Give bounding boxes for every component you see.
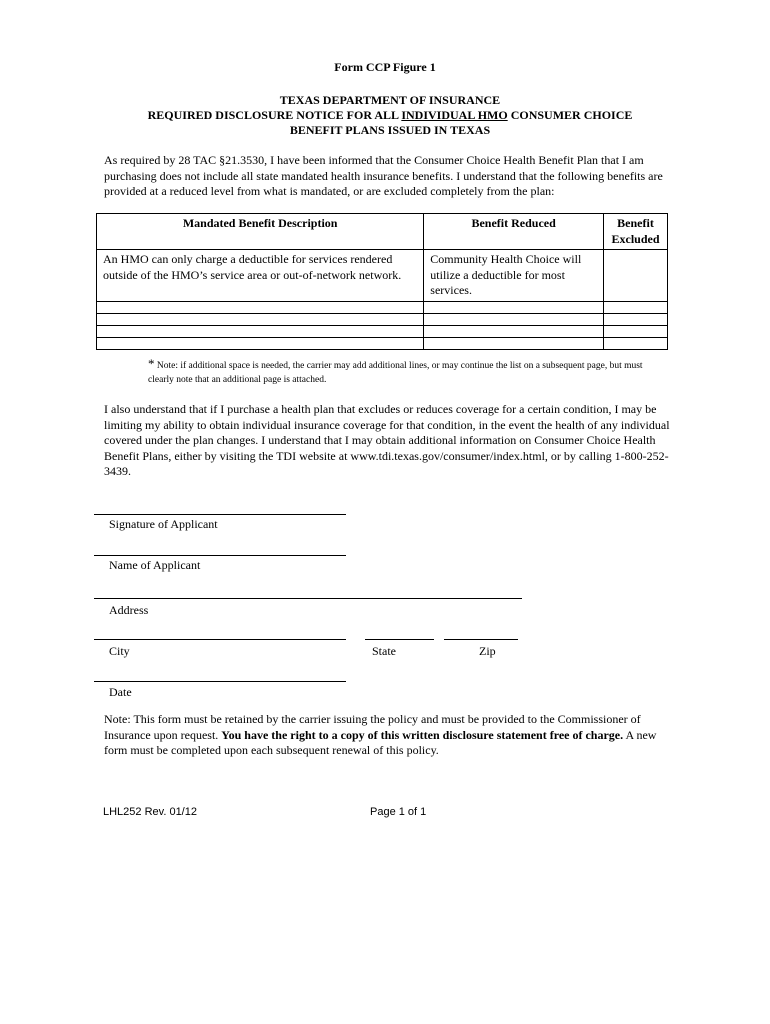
cell-empty[interactable]	[603, 325, 667, 337]
date-line[interactable]	[94, 681, 346, 682]
cell-empty[interactable]	[603, 337, 667, 349]
cell-empty[interactable]	[603, 301, 667, 313]
name-label: Name of Applicant	[109, 558, 201, 572]
state-line[interactable]	[365, 639, 434, 640]
name-line[interactable]	[94, 555, 346, 556]
cell-empty[interactable]	[424, 313, 604, 325]
zip-line[interactable]	[444, 639, 518, 640]
header-benefit-reduced: Benefit Reduced	[424, 214, 604, 250]
cell-description[interactable]: An HMO can only charge a deductible for services rendered outside of the HMO’s service area or out-of-network network.	[97, 250, 424, 302]
header-benefit-excluded: Benefit Excluded	[603, 214, 667, 250]
city-label: City	[109, 644, 130, 658]
table-row-empty	[97, 337, 668, 349]
retention-note-part1: Note: This form must be retained by the carrier issuing the policy and must be provided to the Commissioner of Insurance upon request.	[104, 712, 641, 742]
cell-empty[interactable]	[424, 337, 604, 349]
cell-empty[interactable]	[97, 337, 424, 349]
department-heading: TEXAS DEPARTMENT OF INSURANCE	[279, 93, 501, 107]
heading-prefix: REQUIRED DISCLOSURE NOTICE FOR ALL	[147, 108, 402, 122]
benefits-table	[96, 213, 668, 350]
retention-note-bold: You have the right to a copy of this written disclosure statement free of charge.	[221, 727, 624, 742]
cell-empty[interactable]	[424, 301, 604, 313]
address-line[interactable]	[94, 598, 522, 599]
disclosure-heading	[0, 108, 770, 123]
signature-line[interactable]	[94, 514, 346, 515]
heading-underlined: INDIVIDUAL HMO	[401, 108, 508, 122]
signature-label: Signature of Applicant	[109, 517, 218, 531]
form-title: Form CCP Figure 1	[334, 60, 436, 74]
table-row-empty	[97, 313, 668, 325]
note-text: Note: if additional space is needed, the carrier may add additional lines, or may continue the list on a subsequent page, but must clearly note that an additional page is attached.	[148, 361, 643, 385]
cell-excluded[interactable]	[603, 250, 667, 302]
cell-reduced[interactable]: Community Health Choice will utilize a deductible for most services.	[424, 250, 604, 302]
cell-empty[interactable]	[97, 325, 424, 337]
page-number: Page 1 of 1	[370, 806, 427, 818]
additional-space-note	[148, 357, 668, 387]
zip-label: Zip	[479, 644, 496, 658]
understanding-paragraph: I also understand that if I purchase a health plan that excludes or reduces coverage for a certain condition, I may be limiting my ability to obtain individual insurance coverage for that condition, in the event the health of any individual covered under the plan changes. I understand that I may obtain additional information on Consumer Choice Health Benefit Plans, either by visiting the TDI website at www.tdi.texas.gov/consumer/index.html, or by calling 1-800-252-3439.	[104, 402, 670, 478]
retention-note	[104, 712, 674, 759]
intro-paragraph: As required by 28 TAC §21.3530, I have been informed that the Consumer Choice Health Benefit Plan that I am purchasing does not include all state mandated health insurance benefits. I understand that the following benefits are provided at a reduced level from what is mandated, or are excluded completely from the plan:	[104, 153, 663, 198]
form-revision-code: LHL252 Rev. 01/12	[103, 806, 197, 818]
retention-note-part2: A new form must be completed upon each subsequent renewal of this policy.	[104, 727, 657, 757]
heading-suffix: CONSUMER CHOICE	[507, 108, 633, 122]
address-label: Address	[109, 603, 149, 617]
city-line[interactable]	[94, 639, 346, 640]
benefit-plans-heading: BENEFIT PLANS ISSUED IN TEXAS	[289, 123, 491, 137]
cell-empty[interactable]	[97, 313, 424, 325]
cell-empty[interactable]	[424, 325, 604, 337]
table-row-empty	[97, 325, 668, 337]
date-label: Date	[109, 685, 132, 699]
note-asterisk: *	[148, 356, 155, 371]
table-row	[97, 250, 668, 302]
table-row-empty	[97, 301, 668, 313]
header-mandated-description: Mandated Benefit Description	[97, 214, 424, 250]
cell-empty[interactable]	[603, 313, 667, 325]
cell-empty[interactable]	[97, 301, 424, 313]
state-label: State	[372, 644, 396, 658]
table-header-row	[97, 214, 668, 250]
